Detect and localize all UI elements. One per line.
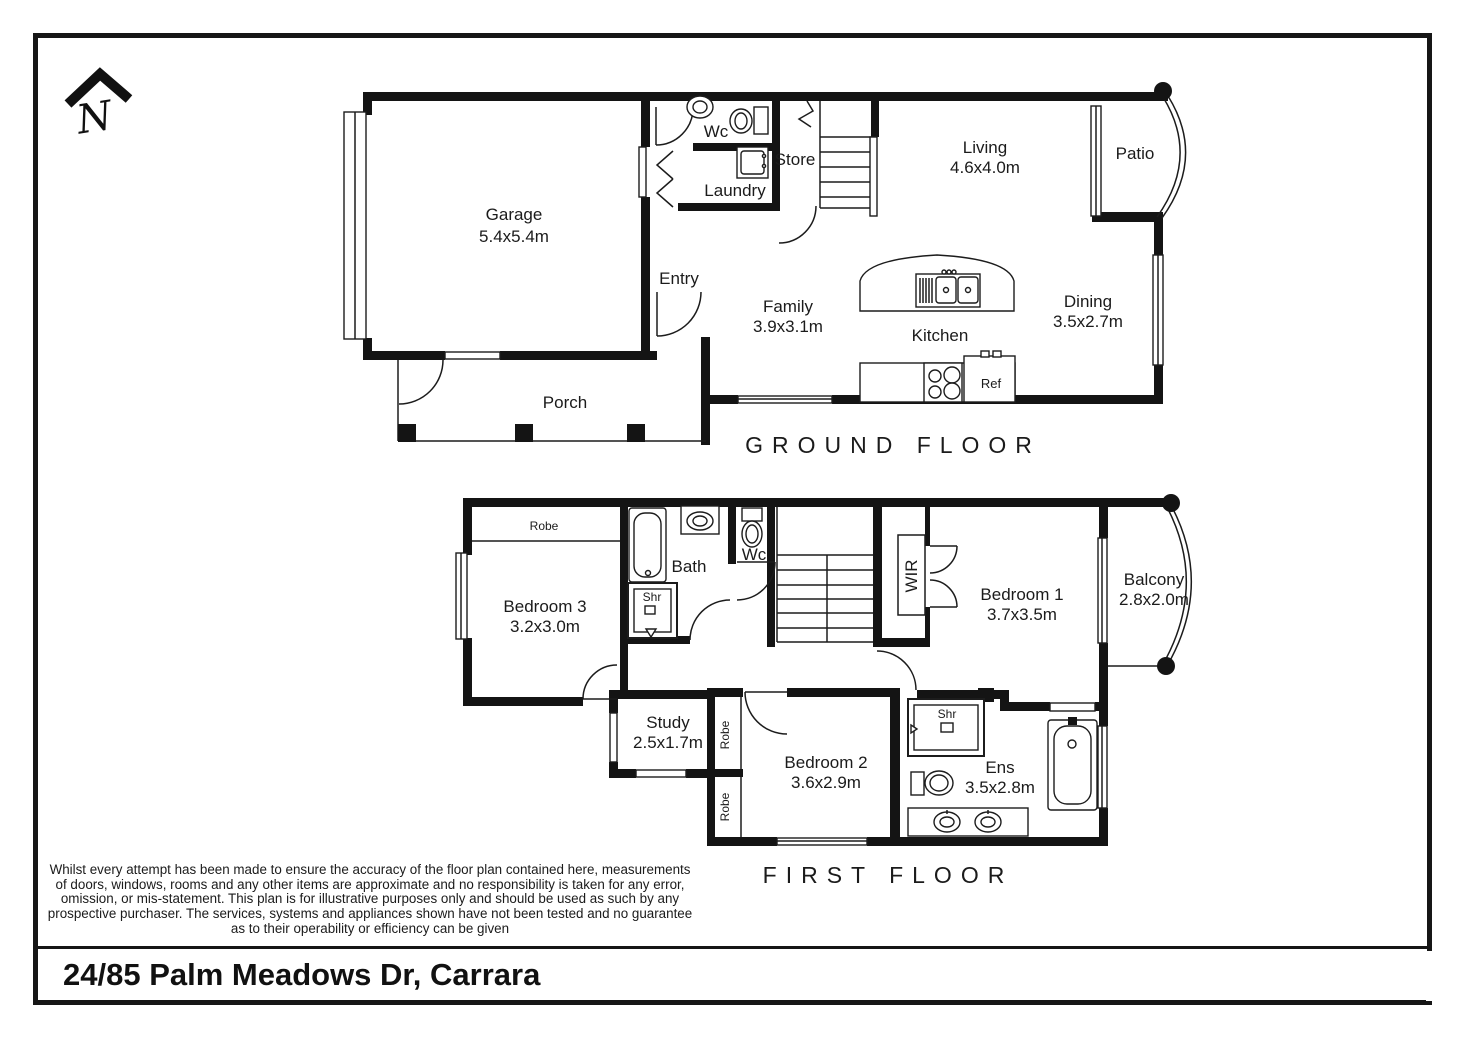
study-dims: 2.5x1.7m <box>633 733 703 752</box>
family-label: Family <box>762 297 814 316</box>
kitchen-label: Kitchen <box>911 326 969 345</box>
living-dims: 4.6x4.0m <box>950 158 1020 177</box>
disclaimer-line: prospective purchaser. The services, systems and appliances shown have not been tested and no guarantee <box>47 906 693 922</box>
wir-door-upper <box>930 546 957 573</box>
study-window <box>636 770 686 777</box>
ref-label: Ref <box>980 376 1002 391</box>
ens-label: Ens <box>985 758 1015 777</box>
disclaimer-text <box>40 863 700 937</box>
kitchen-island <box>860 255 1014 311</box>
ens-dims: 3.5x2.8m <box>965 778 1035 797</box>
wc-label: Wc <box>703 122 729 141</box>
garage-door-marker <box>639 147 646 197</box>
porch-door <box>399 360 443 404</box>
first-floor-caption: FIRST FLOOR <box>762 862 1014 888</box>
store-door <box>779 206 816 243</box>
ground-floor-caption: GROUND FLOOR <box>745 432 1041 458</box>
ens-shr-label: Shr <box>937 707 957 721</box>
wc-toilet-tank <box>754 107 768 134</box>
balcony-corner-dot <box>1157 657 1175 675</box>
north-label: N <box>73 92 116 144</box>
laundry-bifold-door <box>657 151 673 179</box>
garage-label: Garage <box>485 205 543 224</box>
bedroom1-door <box>877 651 916 690</box>
robe-lower-label: Robe <box>718 792 732 822</box>
bedroom2-label: Bedroom 2 <box>784 753 868 772</box>
wc-toilet-tank <box>742 508 762 521</box>
wir-label: WIR <box>902 559 921 593</box>
porch-post <box>398 424 416 442</box>
disclaimer-line: Whilst every attempt has been made to ensure the accuracy of the floor plan contained here, measurements <box>49 862 691 877</box>
watermark-patch <box>1426 951 1442 1001</box>
bath-door <box>690 600 730 640</box>
patio-label: Patio <box>1115 144 1155 163</box>
garage-dims: 5.4x5.4m <box>479 227 549 246</box>
north-arrow <box>68 74 129 144</box>
wc-door <box>656 108 693 145</box>
wc-first-fixtures <box>742 508 762 547</box>
laundry-tub <box>737 147 768 178</box>
living-label: Living <box>962 138 1008 157</box>
garage-rear-window <box>445 352 500 359</box>
ens-toilet-tank <box>911 772 924 795</box>
bath-label: Bath <box>671 557 707 576</box>
porch-label: Porch <box>542 393 588 412</box>
dining-dims: 3.5x2.7m <box>1053 312 1123 331</box>
entry-door <box>657 292 701 336</box>
study-side-window <box>610 713 617 762</box>
entry-label: Entry <box>659 269 699 288</box>
bath-shr-label: Shr <box>642 590 662 604</box>
first-stairs <box>777 507 873 642</box>
bedroom3-robe-label: Robe <box>529 519 559 533</box>
bedroom3-label: Bedroom 3 <box>503 597 587 616</box>
balcony-dims: 2.8x2.0m <box>1119 590 1189 609</box>
bedroom1-lower-window <box>1050 703 1095 711</box>
balcony-label: Balcony <box>1123 570 1185 589</box>
property-address: 24/85 Palm Meadows Dr, Carrara <box>63 957 541 992</box>
porch-post <box>515 424 533 442</box>
laundry-label: Laundry <box>704 181 766 200</box>
robe-upper-label: Robe <box>718 720 732 750</box>
balcony-corner-dot <box>1162 494 1180 512</box>
patio-corner-dot <box>1154 82 1172 100</box>
dining-label: Dining <box>1063 292 1113 311</box>
disclaimer-line: omission, or mis-statement. This plan is for illustrative purposes only and should be used as such by any <box>60 891 680 907</box>
ground-walls <box>363 92 1168 445</box>
family-dims: 3.9x3.1m <box>753 317 823 336</box>
bedroom2-dims: 3.6x2.9m <box>791 773 861 792</box>
bedroom1-label: Bedroom 1 <box>980 585 1064 604</box>
wc-first-label: Wc <box>741 545 767 564</box>
study-label: Study <box>646 713 690 732</box>
wir-door-lower <box>930 580 957 607</box>
bedroom2-door <box>745 692 787 734</box>
ens-vanity <box>908 808 1028 836</box>
disclaimer-line: of doors, windows, rooms and any other items are approximate and no responsibility is taken for any error, <box>55 876 685 892</box>
laundry-bifold-door <box>657 179 673 207</box>
disclaimer-line: as to their operability or efficiency can be given <box>230 920 510 936</box>
bedroom1-dims: 3.7x3.5m <box>987 605 1057 624</box>
address-separator <box>33 946 1432 949</box>
bedroom3-dims: 3.2x3.0m <box>510 617 580 636</box>
first-floor-plan <box>456 494 1191 888</box>
patio-structure <box>1154 82 1186 218</box>
stair-break-line <box>799 101 813 127</box>
store-label: Store <box>774 150 816 169</box>
ground-floor-plan <box>344 82 1186 458</box>
porch-post <box>627 424 645 442</box>
